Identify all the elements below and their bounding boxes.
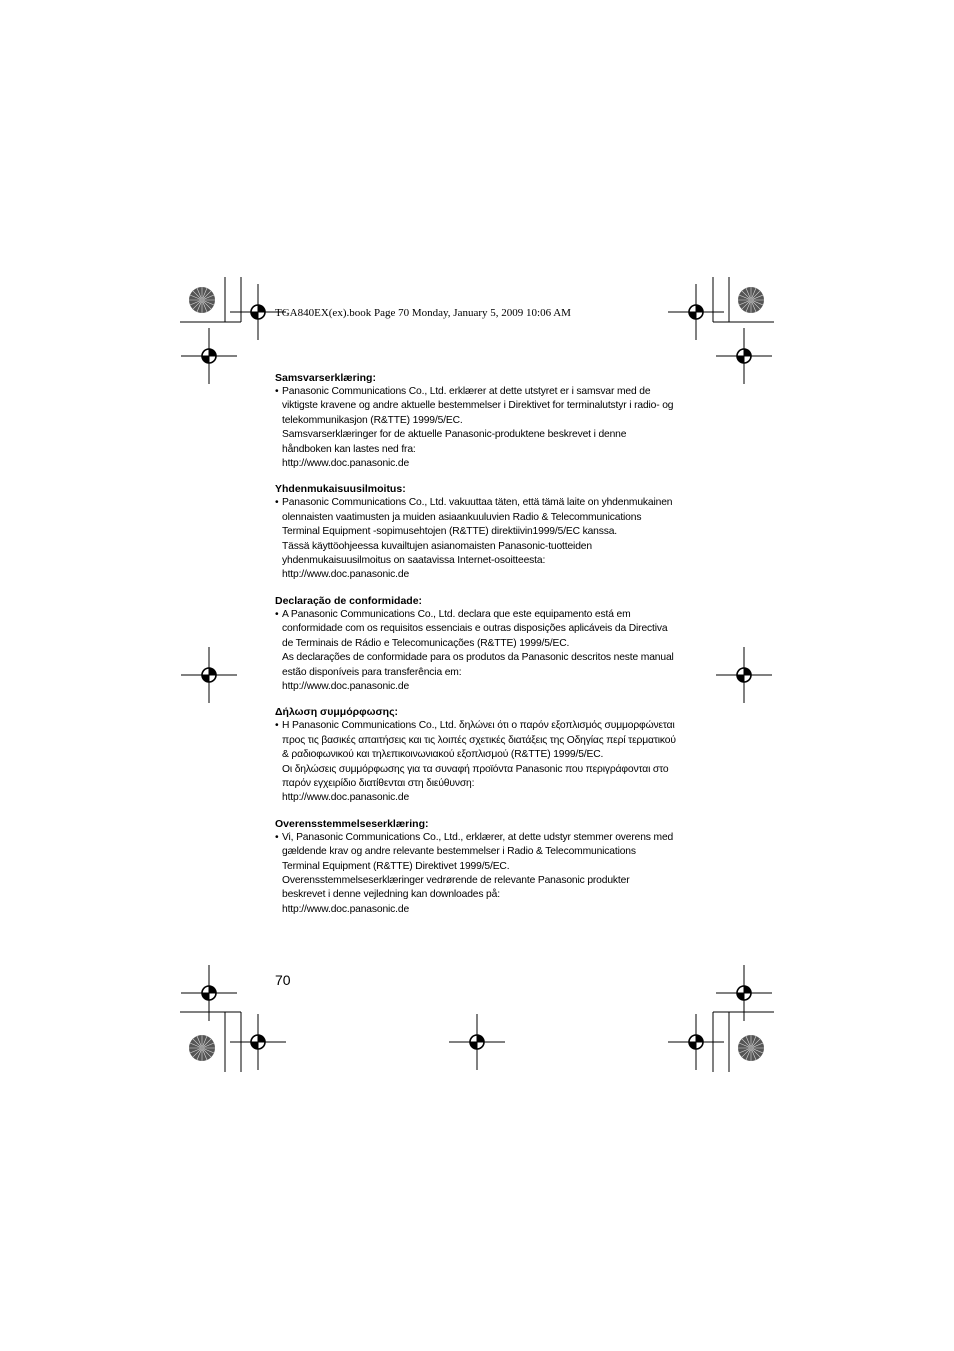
url-line: http://www.doc.panasonic.de bbox=[282, 792, 410, 804]
bullet-marker: • bbox=[275, 831, 279, 843]
text-line: conformidade com os requisitos essenciais e outras disposições aplicáveis da Directiva bbox=[282, 623, 668, 635]
bullet-marker: • bbox=[275, 720, 279, 732]
text-line: H Panasonic Communications Co., Ltd. δηλώνει ότι ο παρόν εξοπλισμός συμμορφώνεται bbox=[282, 720, 675, 732]
section-heading: Declaração de conformidade: bbox=[275, 594, 423, 607]
text-line: Tässä käyttöohjeessa kuvailtujen asianomaisten Panasonic-tuotteiden bbox=[282, 540, 592, 552]
text-line: beskrevet i denne vejledning kan downloades på: bbox=[282, 889, 500, 901]
text-line: & ραδιοφωνικού και τηλεπικοινωνιακού εξοπλισμού (R&TTE) 1999/5/EC. bbox=[282, 749, 604, 761]
url-line: http://www.doc.panasonic.de bbox=[282, 569, 410, 581]
url-line: http://www.doc.panasonic.de bbox=[282, 903, 410, 915]
text-line: προς τις βασικές απαιτήσεις και τις λοιπές σχετικές διατάξεις της Οδηγίας περί τερματικού bbox=[282, 734, 676, 746]
page-number: 70 bbox=[275, 972, 291, 988]
bullet-marker: • bbox=[275, 608, 279, 620]
text-line: yhdenmukaisuusilmoitus on saatavissa Internet-osoitteesta: bbox=[282, 555, 546, 567]
section-heading: Samsvarserklæring: bbox=[275, 372, 376, 384]
text-line: Vi, Panasonic Communications Co., Ltd., erklærer, at dette udstyr stemmer overens med bbox=[282, 831, 674, 843]
text-line: telekommunikasjon (R&TTE) 1999/5/EC. bbox=[282, 414, 463, 426]
text-line: Overensstemmelseserklæringer vedrørende de relevante Panasonic produkter bbox=[282, 874, 630, 886]
text-line: viktigste kravene og andre aktuelle bestemmelser i Direktivet for terminalutstyr i radio- og bbox=[282, 400, 674, 412]
section-heading: Yhdenmukaisuusilmoitus: bbox=[275, 483, 406, 496]
bullet-marker: • bbox=[275, 497, 279, 509]
text-line: de Terminais de Rádio e Telecomunicações (R&TTE) 1999/5/EC. bbox=[282, 637, 570, 649]
text-line: Panasonic Communications Co., Ltd. vakuuttaa täten, että tämä laite on yhdenmukainen bbox=[282, 497, 673, 509]
url-line: http://www.doc.panasonic.de bbox=[282, 458, 410, 470]
text-line: Οι δηλώσεις συμμόρφωσης για τα συναφή προϊόντα Panasonic που περιγράφονται στο bbox=[282, 763, 669, 775]
text-line: Terminal Equipment -sopimusehtojen (R&TTE) direktiivin1999/5/EC kanssa. bbox=[282, 526, 618, 538]
text-line: Samsvarserklæringer for de aktuelle Panasonic-produktene beskrevet i denne bbox=[282, 429, 627, 441]
text-line: Panasonic Communications Co., Ltd. erklærer at dette utstyret er i samsvar med de bbox=[282, 386, 651, 397]
text-line: estão disponíveis para transferência em: bbox=[282, 666, 462, 678]
section-heading: Δήλωση συμμόρφωσης: bbox=[275, 706, 399, 719]
section-heading: Overensstemmelseserklæring: bbox=[275, 817, 429, 830]
text-line: Terminal Equipment (R&TTE) Direktivet 1999/5/EC. bbox=[282, 860, 510, 872]
text-line: As declarações de conformidade para os produtos da Panasonic descritos neste manual bbox=[282, 652, 674, 664]
text-line: A Panasonic Communications Co., Ltd. declara que este equipamento está em bbox=[282, 608, 631, 620]
url-line: http://www.doc.panasonic.de bbox=[282, 680, 410, 692]
text-line: olennaisten vaatimusten ja muiden asiaankuuluvien Radio & Telecommunications bbox=[282, 511, 642, 523]
print-header: TGA840EX(ex).book Page 70 Monday, January 5, 2009 10:06 AM bbox=[275, 307, 571, 319]
bullet-marker: • bbox=[275, 386, 279, 397]
text-line: håndboken kan lastes ned fra: bbox=[282, 443, 416, 455]
text-line: παρόν εγχειρίδιο διατίθενται στη διεύθυνση: bbox=[282, 777, 475, 789]
text-line: gældende krav og andre relevante bestemmelser i Radio & Telecommunications bbox=[282, 846, 636, 858]
